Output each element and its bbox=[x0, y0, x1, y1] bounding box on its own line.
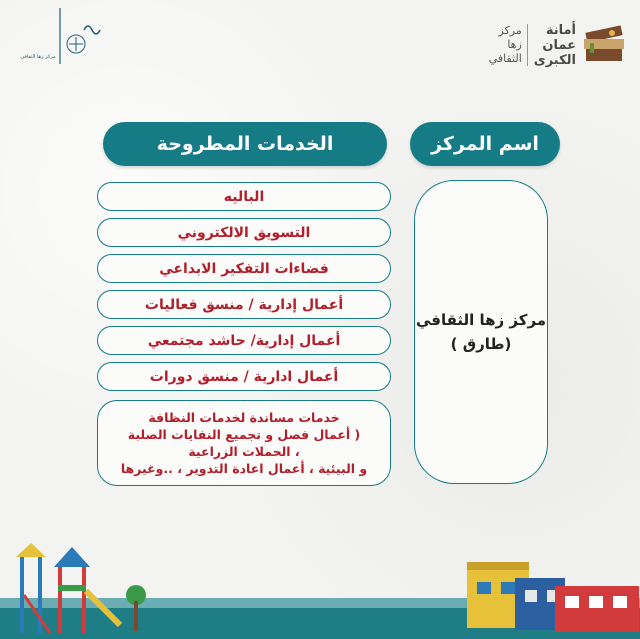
center-name-person: (طارق ) bbox=[450, 335, 512, 353]
amman-logo-icon bbox=[582, 23, 626, 67]
service-item-support bbox=[97, 400, 391, 486]
center-logo-text bbox=[489, 24, 528, 66]
zaha-logo-caption: مركز زها الثقافي bbox=[20, 54, 56, 60]
org-name-line2: عمان bbox=[542, 37, 576, 53]
support-line4: و البيئية ، أعمال اعادة التدوير ، ..وغيرها bbox=[120, 461, 368, 476]
center-name-box bbox=[414, 180, 548, 484]
center-line1: مركز زها bbox=[498, 24, 522, 51]
support-line2: ( أعمال فصل و تجميع النفايات الصلبة bbox=[127, 427, 361, 442]
services-header: الخدمات المطروحة bbox=[103, 122, 387, 166]
buildings-icon bbox=[465, 560, 640, 635]
amman-municipality-logo bbox=[488, 14, 626, 76]
playground-icon bbox=[10, 535, 160, 635]
service-item: أعمال إدارية / منسق فعاليات bbox=[97, 290, 391, 319]
service-item: التسويق الالكتروني bbox=[97, 218, 391, 247]
support-line3: ، الحملات الزراعية bbox=[188, 444, 300, 459]
zaha-logo bbox=[14, 8, 106, 68]
service-item: أعمال ادارية / منسق دورات bbox=[97, 362, 391, 391]
support-line1: خدمات مساندة لخدمات النظافة bbox=[148, 410, 340, 425]
center-line2: الثقافي bbox=[488, 52, 522, 65]
center-header: اسم المركز bbox=[410, 122, 560, 166]
service-item: فضاءات التفكير الابداعي bbox=[97, 254, 391, 283]
service-item: الباليه bbox=[97, 182, 391, 211]
org-name-line1: أمانة bbox=[545, 22, 576, 38]
org-name-line3: الكبرى bbox=[533, 52, 576, 68]
center-name: مركز زها الثقافي bbox=[415, 311, 547, 329]
service-item: أعمال إدارية/ حاشد مجتمعي bbox=[97, 326, 391, 355]
amman-logo-text bbox=[534, 23, 576, 68]
